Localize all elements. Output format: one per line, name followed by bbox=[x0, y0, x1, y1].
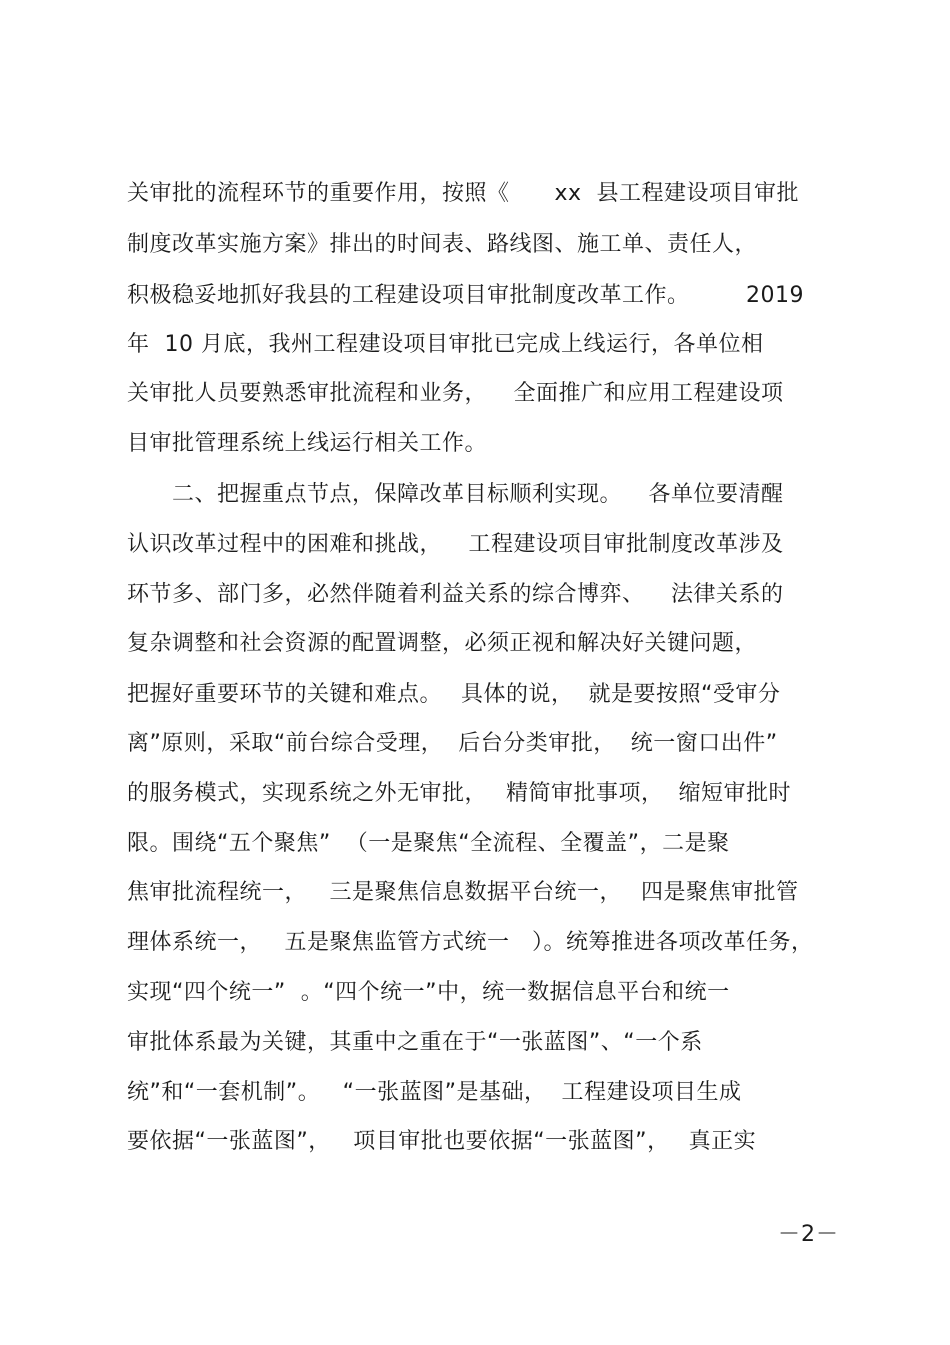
body-text-line: 年 10 月底，我州工程建设项目审批已完成上线运行，各单位相 bbox=[127, 332, 764, 357]
body-text-line: 限。围绕“五个聚焦” （一是聚焦“全流程、全覆盖”，二是聚 bbox=[127, 831, 730, 856]
body-text-line: 认识改革过程中的困难和挑战， 工程建设项目审批制度改革涉及 bbox=[127, 532, 784, 557]
body-text-line: 审批体系最为关键，其重中之重在于“一张蓝图”、“一个系 bbox=[127, 1030, 703, 1055]
page-number: －2－ bbox=[778, 1222, 839, 1247]
body-text-line: 关审批人员要熟悉审批流程和业务， 全面推广和应用工程建设项 bbox=[127, 381, 784, 406]
body-text-line: 离”原则，采取“前台综合受理， 后台分类审批， 统一窗口出件” bbox=[127, 731, 778, 756]
body-text-line: 要依据“一张蓝图”， 项目审批也要依据“一张蓝图”， 真正实 bbox=[127, 1129, 757, 1154]
body-text-line: 二、把握重点节点，保障改革目标顺利实现。 各单位要清醒 bbox=[127, 482, 784, 507]
body-text-line: 统”和“一套机制”。 “一张蓝图”是基础， 工程建设项目生成 bbox=[127, 1080, 742, 1105]
body-text-line: 理体系统一， 五是聚焦监管方式统一 ）。统筹推进各项改革任务， bbox=[127, 930, 814, 955]
body-text-line: 把握好重要环节的关键和难点。 具体的说， 就是要按照“受审分 bbox=[127, 682, 781, 707]
body-text-line: 目审批管理系统上线运行相关工作。 bbox=[127, 431, 488, 456]
body-text-line: 的服务模式，实现系统之外无审批， 精简审批事项， 缩短审批时 bbox=[127, 781, 791, 806]
body-text-line: 关审批的流程环节的重要作用，按照《 xx 县工程建设项目审批 bbox=[127, 181, 800, 206]
body-text-line: 复杂调整和社会资源的配置调整，必须正视和解决好关键问题， bbox=[127, 631, 758, 656]
body-text-line: 环节多、部门多，必然伴随着利益关系的综合博弈、 法律关系的 bbox=[127, 582, 784, 607]
body-text-line: 积极稳妥地抓好我县的工程建设项目审批制度改革工作。 2019 bbox=[127, 283, 804, 308]
body-text-line: 实现“四个统一” 。“四个统一”中，统一数据信息平台和统一 bbox=[127, 980, 730, 1005]
body-text-line: 制度改革实施方案》排出的时间表、路线图、施工单、责任人， bbox=[127, 232, 758, 257]
body-text-line: 焦审批流程统一， 三是聚焦信息数据平台统一， 四是聚焦审批管 bbox=[127, 880, 799, 905]
